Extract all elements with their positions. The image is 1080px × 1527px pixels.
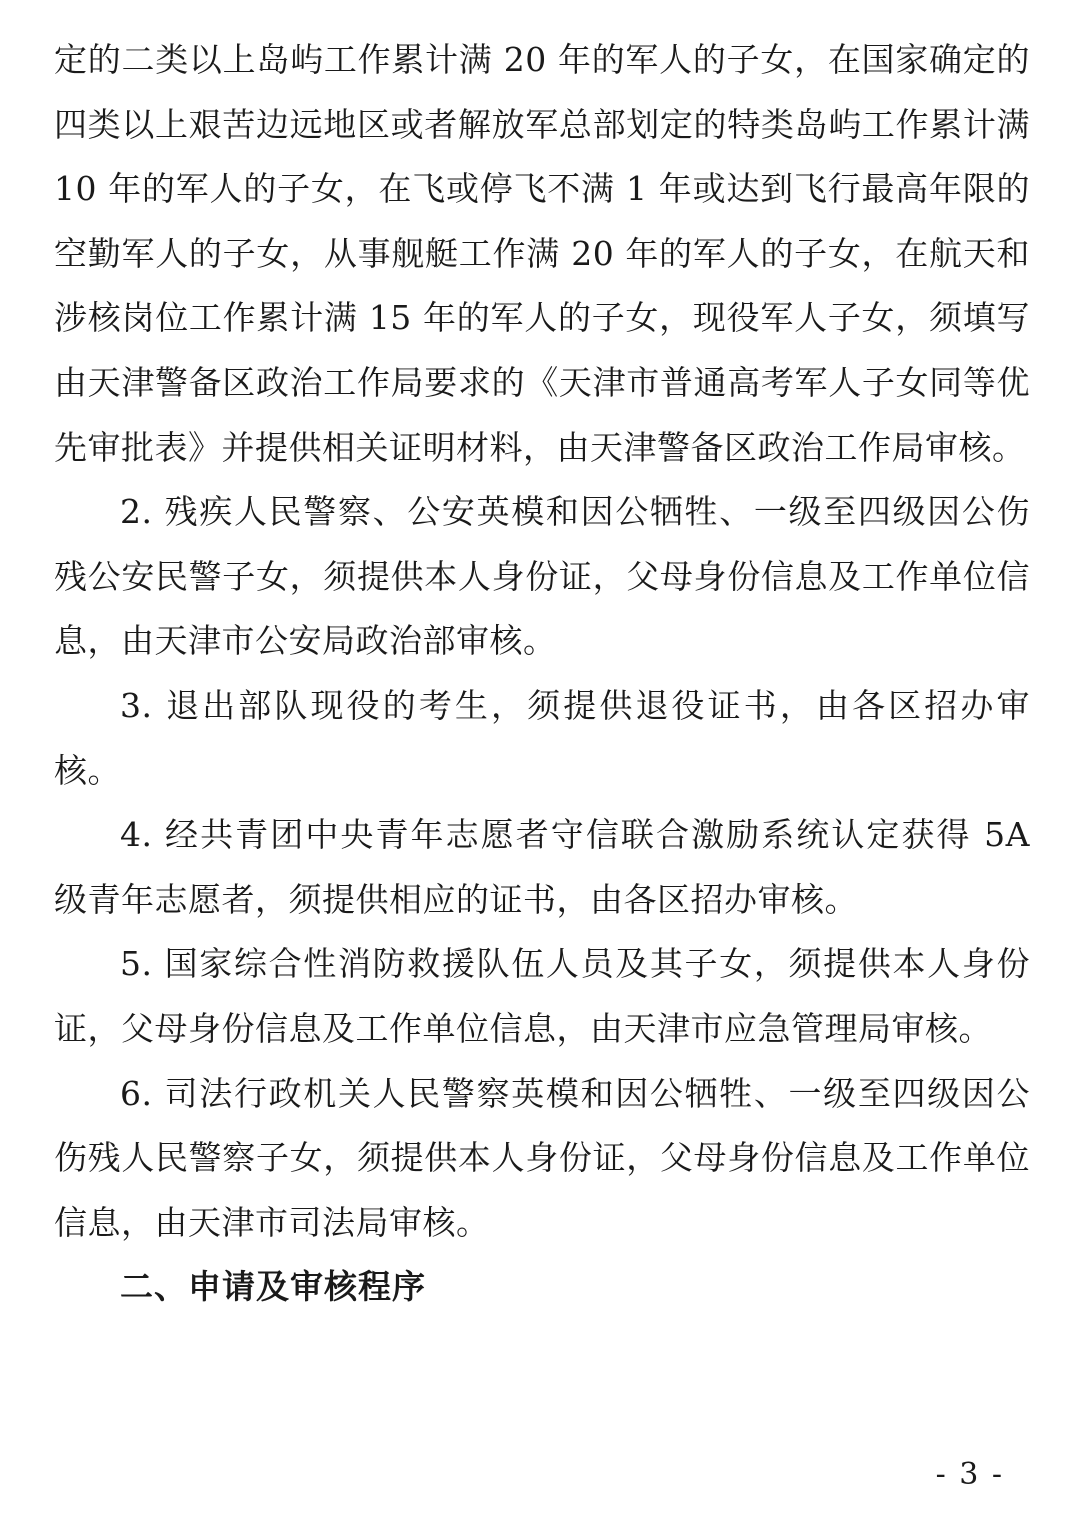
paragraph-item-6-judicial-police: 6. 司法行政机关人民警察英模和因公牺牲、一级至四级因公伤残人民警察子女，须提供本人身份证，父母身份信息及工作单位信息，由天津市司法局审核。 — [54, 1073, 1030, 1242]
document-body — [54, 28, 1030, 1320]
paragraph-item-4-volunteers: 4. 经共青团中央青年志愿者守信联合激励系统认定获得 5A 级青年志愿者，须提供相应的证书，由各区招办审核。 — [54, 815, 1030, 919]
page-number: - 3 - — [935, 1457, 1004, 1492]
paragraph-item-3-veterans: 3. 退出部队现役的考生，须提供退役证书，由各区招办审核。 — [54, 685, 1030, 790]
section-heading: 二、申请及审核程序 — [120, 1267, 426, 1307]
paragraph-item-5-fire-rescue: 5. 国家综合性消防救援队伍人员及其子女，须提供本人身份证，父母身份信息及工作单位信息，由天津市应急管理局审核。 — [54, 944, 1030, 1048]
paragraph-military-children-continued: 定的二类以上岛屿工作累计满 20 年的军人的子女，在国家确定的四类以上艰苦边远地区或者解放军总部划定的特类岛屿工作累计满 10 年的军人的子女，在飞或停飞不满 1 年或达到飞行最高年限的空勤军人的子女，从事舰艇工作满 20 年的军人的子女，在航天和涉核岗位工作累计满 15 年的军人的子女，现役军人子女，须填写由天津警备区政治工作局要求的《天津市普通高考军人子女同等优先审批表》并提供相关证明材料，由天津警备区政治工作局审核。 — [54, 40, 1030, 467]
paragraph-item-2-police: 2. 残疾人民警察、公安英模和因公牺牲、一级至四级因公伤残公安民警子女，须提供本人身份证，父母身份信息及工作单位信息，由天津市公安局政治部审核。 — [54, 492, 1030, 661]
